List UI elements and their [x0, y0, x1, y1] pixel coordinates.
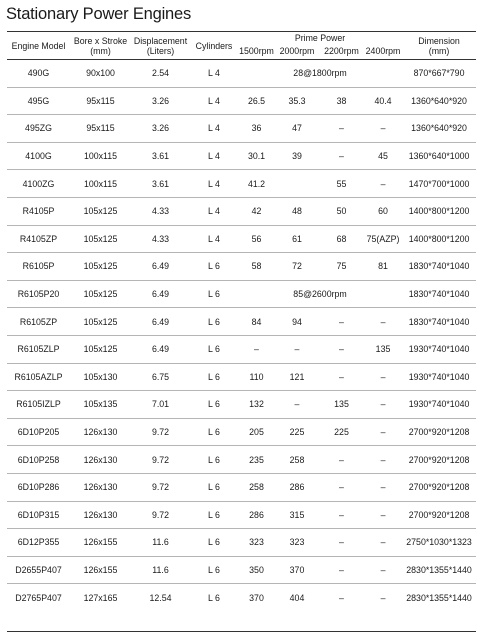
cell-dimension: 1930*740*1040: [402, 335, 476, 363]
page-title: Stationary Power Engines: [6, 5, 192, 23]
cell-power-2200rpm: 68: [319, 225, 364, 253]
cell-engine-model: R6105P: [7, 253, 70, 281]
cell-displacement: 6.49: [131, 280, 190, 308]
cell-dimension: 1360*640*920: [402, 115, 476, 143]
cell-engine-model: R4105ZP: [7, 225, 70, 253]
cell-cylinders: L 6: [190, 473, 238, 501]
cell-power-1500rpm: 26.5: [238, 87, 275, 115]
cell-bore-stroke: 126x155: [70, 556, 131, 584]
cell-power-2200rpm: –: [319, 556, 364, 584]
cell-power-2200rpm: 225: [319, 418, 364, 446]
cell-power-2000rpm: –: [275, 391, 319, 419]
cell-dimension: 2700*920*1208: [402, 473, 476, 501]
cell-prime-power-span: 28@1800rpm: [238, 60, 402, 88]
cell-power-1500rpm: 350: [238, 556, 275, 584]
table-row: [7, 501, 476, 529]
cell-power-2000rpm: 370: [275, 556, 319, 584]
table-row: [7, 584, 476, 611]
cell-power-2200rpm: –: [319, 142, 364, 170]
table-row: [7, 253, 476, 281]
cell-cylinders: L 4: [190, 60, 238, 88]
cell-prime-power-span: 85@2600rpm: [238, 280, 402, 308]
cell-engine-model: D2765P407: [15, 592, 62, 603]
cell-power-2400rpm: –: [364, 529, 402, 557]
cell-cylinders: L 6: [190, 280, 238, 308]
cell-power-2200rpm: –: [319, 501, 364, 529]
cell-power-2200rpm: –: [319, 115, 364, 143]
cell-engine-model: R6105P20: [7, 280, 70, 308]
cell-power-2200rpm: –: [319, 363, 364, 391]
cell-displacement: 3.61: [131, 142, 190, 170]
cell-power-2000rpm: 48: [275, 197, 319, 225]
cell-power-2200rpm: 50: [319, 197, 364, 225]
table-row: [7, 60, 476, 88]
cell-power-2200rpm: –: [339, 592, 344, 603]
cell-engine-model: 6D10P258: [7, 446, 70, 474]
cell-power-2000rpm: 323: [275, 529, 319, 557]
table-row: [7, 391, 476, 419]
cell-power-2000rpm: 258: [275, 446, 319, 474]
cell-cylinders: L 6: [208, 592, 220, 603]
cell-engine-model: 6D12P355: [7, 529, 70, 557]
cell-displacement: 9.72: [131, 473, 190, 501]
cell-dimension: 1830*740*1040: [402, 253, 476, 281]
cell-power-2400rpm: –: [364, 115, 402, 143]
cell-power-2400rpm: –: [364, 418, 402, 446]
cell-dimension: 1400*800*1200: [402, 197, 476, 225]
table-body: [7, 60, 476, 611]
cell-power-2200rpm: 135: [319, 391, 364, 419]
cell-power-2400rpm: –: [364, 308, 402, 336]
table-row: [7, 363, 476, 391]
cell-bore-stroke: 100x115: [70, 170, 131, 198]
cell-bore-stroke: 105x125: [70, 308, 131, 336]
cell-engine-model: 495G: [7, 87, 70, 115]
cell-cylinders: L 6: [190, 253, 238, 281]
cell-power-2000rpm: 225: [275, 418, 319, 446]
cell-cylinders: L 6: [190, 556, 238, 584]
cell-power-1500rpm: 58: [238, 253, 275, 281]
header-2000rpm: 2000rpm: [275, 43, 319, 60]
cell-power-2200rpm: 55: [319, 170, 364, 198]
cell-power-2000rpm: [275, 170, 319, 198]
table-row: [7, 197, 476, 225]
cell-power-2000rpm: 39: [275, 142, 319, 170]
cell-engine-model: 4100G: [7, 142, 70, 170]
cell-power-2200rpm: –: [319, 335, 364, 363]
cell-power-2000rpm: 286: [275, 473, 319, 501]
table-row: [7, 142, 476, 170]
cell-bore-stroke: 100x115: [70, 142, 131, 170]
cell-cylinders: L 6: [190, 391, 238, 419]
cell-bore-stroke: 126x130: [70, 418, 131, 446]
cell-power-2400rpm: 75(AZP): [364, 225, 402, 253]
header-cylinders: Cylinders: [190, 32, 238, 60]
cell-dimension: 1360*640*1000: [402, 142, 476, 170]
cell-cylinders: L 6: [190, 308, 238, 336]
cell-power-1500rpm: 84: [238, 308, 275, 336]
cell-displacement: 6.49: [131, 308, 190, 336]
cell-power-2000rpm: 121: [275, 363, 319, 391]
cell-bore-stroke: 105x135: [70, 391, 131, 419]
cell-cylinders: L 6: [190, 363, 238, 391]
cell-power-2400rpm: –: [364, 473, 402, 501]
cell-bore-stroke: 95x115: [70, 87, 131, 115]
cell-displacement: 7.01: [131, 391, 190, 419]
cell-power-2000rpm: –: [275, 335, 319, 363]
table-row: [7, 335, 476, 363]
cell-bore-stroke: 126x130: [70, 501, 131, 529]
cell-power-2200rpm: –: [319, 308, 364, 336]
cell-dimension: 2830*1355*1440: [402, 556, 476, 584]
table-row: [7, 446, 476, 474]
cell-dimension: 2750*1030*1323: [402, 529, 476, 557]
cell-bore-stroke: 105x125: [70, 253, 131, 281]
cell-power-2400rpm: –: [364, 363, 402, 391]
cell-power-1500rpm: 42: [238, 197, 275, 225]
cell-power-1500rpm: 41.2: [238, 170, 275, 198]
cell-bore-stroke: 126x130: [70, 473, 131, 501]
cell-power-2000rpm: 35.3: [275, 87, 319, 115]
cell-dimension: 2700*920*1208: [402, 446, 476, 474]
cell-displacement: 9.72: [131, 418, 190, 446]
header-bore-stroke: Bore x Stroke (mm): [70, 32, 131, 60]
cell-engine-model: R4105P: [7, 197, 70, 225]
cell-power-2200rpm: –: [319, 529, 364, 557]
cell-displacement: 6.49: [131, 253, 190, 281]
cell-bore-stroke: 90x100: [70, 60, 131, 88]
cell-engine-model: 6D10P315: [7, 501, 70, 529]
cell-power-2000rpm: 94: [275, 308, 319, 336]
cell-dimension: 1930*740*1040: [402, 363, 476, 391]
engine-spec-table: [7, 32, 476, 611]
cell-dimension: 2700*920*1208: [402, 501, 476, 529]
cell-power-2400rpm: 45: [364, 142, 402, 170]
table-row: [7, 529, 476, 557]
cell-power-2400rpm: 40.4: [364, 87, 402, 115]
cell-power-1500rpm: 323: [238, 529, 275, 557]
cell-power-1500rpm: 36: [238, 115, 275, 143]
cell-power-1500rpm: 205: [238, 418, 275, 446]
cell-power-1500rpm: –: [238, 335, 275, 363]
cell-cylinders: L 4: [190, 197, 238, 225]
cell-bore-stroke: 105x130: [70, 363, 131, 391]
cell-power-1500rpm: 235: [238, 446, 275, 474]
cell-power-2400rpm: –: [364, 170, 402, 198]
cell-displacement: 6.75: [131, 363, 190, 391]
cell-power-2400rpm: 81: [364, 253, 402, 281]
cell-power-2200rpm: –: [319, 446, 364, 474]
cell-engine-model: 6D10P286: [7, 473, 70, 501]
table-row: [7, 473, 476, 501]
cell-power-2000rpm: 404: [289, 592, 305, 603]
cell-power-1500rpm: 30.1: [238, 142, 275, 170]
cell-engine-model: 490G: [7, 60, 70, 88]
cell-engine-model: 4100ZG: [7, 170, 70, 198]
cell-cylinders: L 4: [190, 115, 238, 143]
cell-displacement: 6.49: [131, 335, 190, 363]
table-row: [7, 225, 476, 253]
cell-cylinders: L 6: [190, 529, 238, 557]
header-dimension: Dimension (mm): [402, 32, 476, 60]
table-row: [7, 280, 476, 308]
cell-power-2400rpm: –: [380, 592, 386, 603]
cell-displacement: 9.72: [131, 501, 190, 529]
cell-displacement: 3.26: [131, 115, 190, 143]
cell-power-1500rpm: 110: [238, 363, 275, 391]
cell-bore-stroke: 105x125: [70, 225, 131, 253]
cell-cylinders: L 4: [190, 142, 238, 170]
cell-dimension: 1830*740*1040: [402, 280, 476, 308]
cell-dimension: 2830*1355*1440: [406, 592, 472, 603]
cell-displacement: 12.54: [149, 592, 172, 603]
cell-power-2000rpm: 47: [275, 115, 319, 143]
cell-power-1500rpm: 132: [238, 391, 275, 419]
cell-engine-model: R6105IZLP: [7, 391, 70, 419]
header-prime-power: Prime Power: [294, 32, 346, 43]
cell-displacement: 9.72: [131, 446, 190, 474]
cell-engine-model: 6D10P205: [7, 418, 70, 446]
cell-displacement: 3.26: [131, 87, 190, 115]
cell-dimension: 1830*740*1040: [402, 308, 476, 336]
cell-power-2400rpm: 135: [364, 335, 402, 363]
cell-bore-stroke: 105x125: [70, 197, 131, 225]
cell-power-2200rpm: –: [319, 473, 364, 501]
cell-power-1500rpm: 286: [238, 501, 275, 529]
cell-power-2400rpm: 60: [364, 197, 402, 225]
cell-dimension: 1360*640*920: [402, 87, 476, 115]
cell-displacement: 4.33: [131, 225, 190, 253]
cell-displacement: 3.61: [131, 170, 190, 198]
cell-engine-model: 495ZG: [7, 115, 70, 143]
table-row: [7, 556, 476, 584]
cell-dimension: 1470*700*1000: [402, 170, 476, 198]
cell-bore-stroke: 126x130: [70, 446, 131, 474]
cell-cylinders: L 4: [190, 87, 238, 115]
cell-power-2200rpm: 75: [319, 253, 364, 281]
header-1500rpm: 1500rpm: [238, 43, 275, 60]
cell-bore-stroke: 105x125: [70, 280, 131, 308]
table-row: [7, 115, 476, 143]
cell-cylinders: L 4: [190, 170, 238, 198]
cell-power-1500rpm: 258: [238, 473, 275, 501]
cell-cylinders: L 6: [190, 335, 238, 363]
cell-power-2200rpm: 38: [319, 87, 364, 115]
cell-engine-model: R6105ZP: [7, 308, 70, 336]
cell-engine-model: D2655P407: [7, 556, 70, 584]
cell-displacement: 4.33: [131, 197, 190, 225]
cell-dimension: 870*667*790: [402, 60, 476, 88]
cell-power-2400rpm: –: [364, 391, 402, 419]
cell-engine-model: R6105AZLP: [7, 363, 70, 391]
cell-power-2400rpm: –: [364, 501, 402, 529]
cell-dimension: 1400*800*1200: [402, 225, 476, 253]
cell-bore-stroke: 126x155: [70, 529, 131, 557]
cell-cylinders: L 6: [190, 418, 238, 446]
cell-bore-stroke: 127x165: [83, 592, 118, 603]
cell-power-2000rpm: 315: [275, 501, 319, 529]
cell-power-2000rpm: 72: [275, 253, 319, 281]
cell-power-2400rpm: –: [364, 556, 402, 584]
cell-cylinders: L 6: [190, 446, 238, 474]
cell-displacement: 2.54: [131, 60, 190, 88]
cell-cylinders: L 6: [190, 501, 238, 529]
header-engine-model: Engine Model: [7, 32, 70, 60]
table-row: [7, 418, 476, 446]
cell-engine-model: R6105ZLP: [7, 335, 70, 363]
bottom-rule: [7, 631, 476, 632]
cell-power-1500rpm: 56: [238, 225, 275, 253]
cell-displacement: 11.6: [131, 529, 190, 557]
cell-power-2000rpm: 61: [275, 225, 319, 253]
cell-cylinders: L 4: [190, 225, 238, 253]
header-displacement: Displacement (Liters): [131, 32, 190, 60]
table-row: [7, 170, 476, 198]
header-2400rpm: 2400rpm: [364, 43, 402, 60]
cell-dimension: 2700*920*1208: [402, 418, 476, 446]
header-2200rpm: 2200rpm: [319, 43, 364, 60]
cell-bore-stroke: 95x115: [70, 115, 131, 143]
cell-dimension: 1930*740*1040: [402, 391, 476, 419]
table-row: [7, 87, 476, 115]
cell-displacement: 11.6: [131, 556, 190, 584]
cell-power-2400rpm: –: [364, 446, 402, 474]
cell-power-1500rpm: 370: [249, 592, 264, 603]
table-row: [7, 308, 476, 336]
cell-bore-stroke: 105x125: [70, 335, 131, 363]
